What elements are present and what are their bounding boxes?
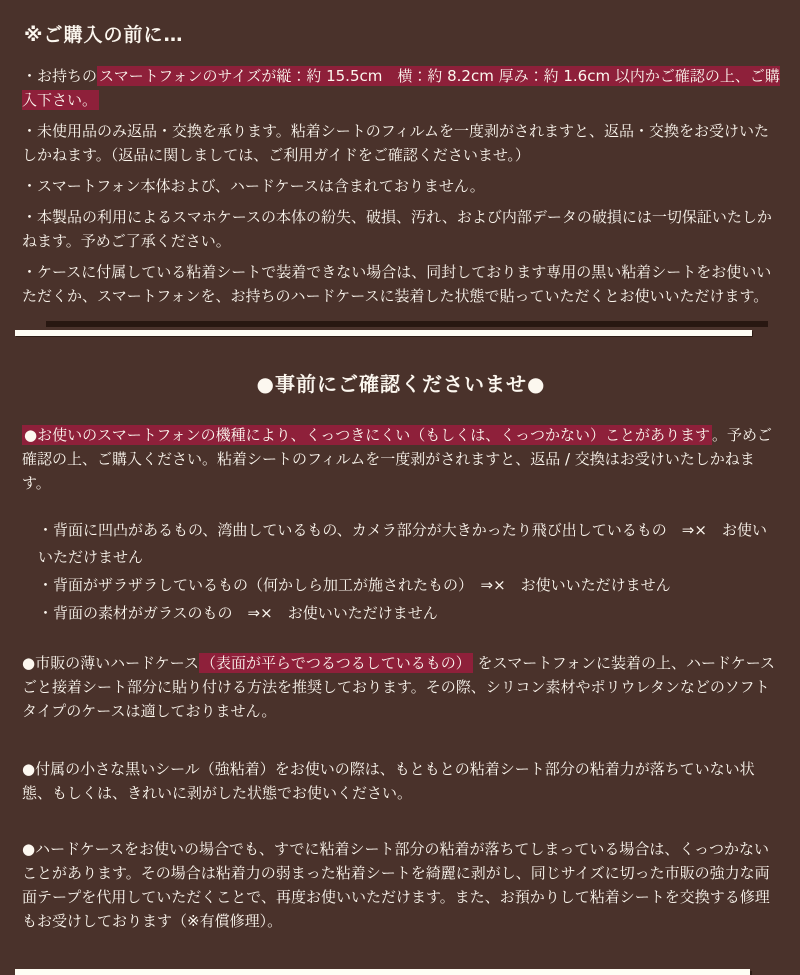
text-run: ・お持ちの: [22, 67, 98, 85]
highlighted-text: ●お使いのスマートフォンの機種により、くっつきにくい（もしくは、くっつかない）ことがあります: [24, 426, 710, 444]
confirm-section: [22, 368, 780, 933]
highlighted-text: （表面が平らでつるつるしているもの）: [201, 654, 471, 672]
note-paragraph: [22, 757, 780, 805]
highlighted-text: スマートフォンのサイズが縦：約 15.5cm 横：約 8.2cm 厚み：約 1.6cm 以内かご確認の上、ご購入下さい。: [22, 67, 780, 109]
text-run: ・本製品の利用によるスマホケースの本体の紛失、破損、汚れ、および内部データの破損には一切保証いたしかねます。予めご了承ください。: [22, 208, 772, 250]
text-run: ・ケースに付属している粘着シートで装着できない場合は、同封しております専用の黒い粘着シートをお使いいただくか、スマートフォンを、お持ちのハードケースに装着した状態で貼っていただくとお使いいただけます。: [22, 263, 772, 305]
note-black-seal: [22, 757, 780, 805]
confirm-section-title: ●事前にご確認くださいませ●: [256, 372, 546, 396]
text-run: ・未使用品のみ返品・交換を承ります。粘着シートのフィルムを一度剥がされますと、返品・交換をお受けいたしかねます。（返品に関しましては、ご利用ガイドをご確認くださいませ。）: [22, 122, 770, 164]
confirm-intro: [22, 423, 780, 495]
text-run: ●市販の薄いハードケース: [22, 654, 200, 672]
before-purchase-bullet: [22, 260, 780, 308]
note-paragraph: [22, 837, 780, 933]
note-hard-case: [22, 651, 780, 723]
text-run: ・背面に凹凸があるもの、湾曲しているもの、カメラ部分が大きかったり飛び出しているもの ⇒× お使いいただけません: [38, 521, 767, 566]
before-purchase-list: [22, 64, 780, 308]
before-purchase-bullet: [22, 205, 780, 253]
divider-white-line: [15, 330, 752, 336]
divider-shadow-line: [46, 321, 768, 327]
note-paragraph: [22, 651, 780, 723]
text-run: ●付属の小さな黒いシール（強粘着）をお使いの際は、もともとの粘着シート部分の粘着力が落ちていない状態、もしくは、きれいに剥がした状態でお使いください。: [22, 760, 755, 802]
before-purchase-bullet: [22, 119, 780, 167]
before-purchase-bullet: [22, 174, 780, 198]
text-run: ・スマートフォン本体および、ハードケースは含まれておりません。: [22, 177, 485, 195]
before-purchase-title: ※ご購入の前に…: [24, 24, 184, 46]
before-purchase-bullet: [22, 64, 780, 112]
note-repair: [22, 837, 780, 933]
section-divider: [22, 321, 780, 336]
unusable-back-type-item: [38, 517, 780, 571]
bottom-divider-line: [15, 969, 750, 975]
unusable-back-types-list: [38, 517, 780, 627]
confirm-intro-paragraph: [22, 423, 780, 495]
unusable-back-type-item: [38, 572, 780, 599]
text-run: 。予めご確認の上、ご購入ください。粘着シートのフィルムを一度剥がされますと、返品 / 交換はお受けいたしかねます。: [22, 426, 773, 492]
text-run: ・背面の素材がガラスのもの ⇒× お使いいただけません: [38, 604, 438, 622]
text-run: をスマートフォンに装着の上、ハードケースごと接着シート部分に貼り付ける方法を推奨しております。その際、シリコン素材やポリウレタンなどのソフトタイプのケースは適しておりません。: [22, 654, 775, 720]
text-run: ●ハードケースをお使いの場合でも、すでに粘着シート部分の粘着が落ちてしまっている場合は、くっつかないことがあります。その場合は粘着力の弱まった粘着シートを綺麗に剥がし、同じサイズに切った市販の強力な両面テープを代用していただくことで、再度お使いいただけます。また、お預かりして粘着シートを交換する修理もお受けしております（※有償修理）。: [22, 840, 770, 930]
unusable-back-type-item: [38, 600, 780, 627]
text-run: ・背面がザラザラしているもの（何かしら加工が施されたもの） ⇒× お使いいただけません: [38, 576, 671, 594]
